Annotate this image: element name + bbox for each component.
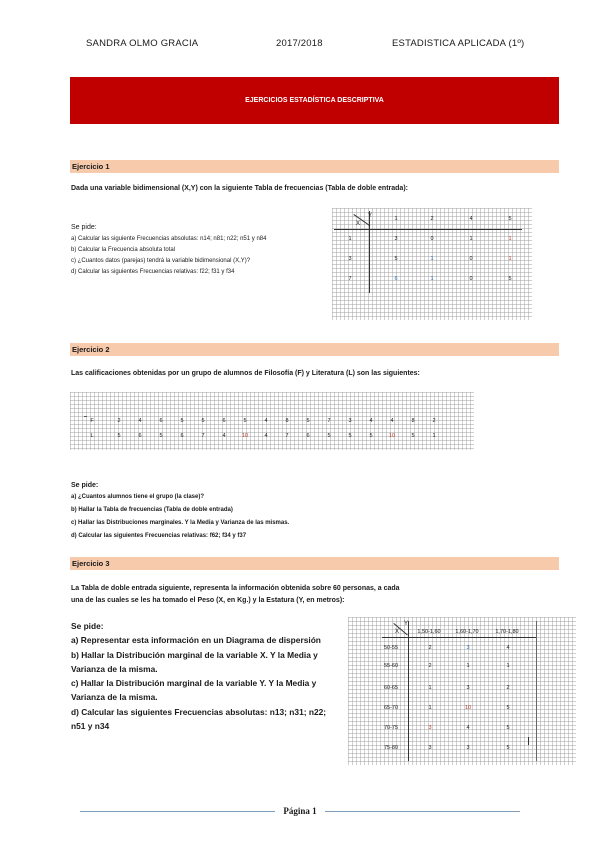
grade-f: 2 [117, 418, 121, 424]
table-1-cell: 1 [430, 276, 434, 282]
table-3-cell: 1 [428, 685, 432, 691]
table-3-col-header: 1,70-1,80 [495, 629, 519, 635]
exercise-1-header [70, 160, 559, 173]
table-3-cell: 4 [506, 645, 510, 651]
table-3-cell: 5 [506, 725, 510, 731]
exercise-3-intro-line-1: La Tabla de doble entrada siguiente, representa la información obtenida sobre 60 personas, a cada [71, 585, 400, 592]
table-3-row-header: 60-65 [383, 685, 399, 691]
exercise-2-sepide: Se pide: [71, 482, 99, 489]
table-3-cell: 2 [428, 663, 432, 669]
table-1-cell: 0 [430, 236, 434, 242]
grade-l: 6 [180, 433, 184, 439]
exercise-1-item-b: b) Calcular la Frecuencia absoluta total [71, 247, 176, 253]
table-1-cell: 3 [394, 236, 398, 242]
table-3-cell: 3 [466, 685, 470, 691]
table-1-col-header: 1 [394, 216, 398, 222]
grade-f: 4 [369, 418, 373, 424]
page-title: EJERCICIOS ESTADÍSTICA DESCRIPTIVA [245, 97, 384, 104]
exercise-2-title: Ejercicio 2 [72, 345, 110, 354]
grade-l: 10 [241, 433, 249, 439]
table-1-cell: 1 [508, 256, 512, 262]
table-3-cell: 5 [506, 705, 510, 711]
exercise-2-item-a: a) ¿Cuantos alumnos tiene el grupo (la clase)? [71, 494, 205, 500]
grade-l: 10 [388, 433, 396, 439]
header-author: SANDRA OLMO GRACIA [86, 38, 199, 49]
table-3-cell: 1 [428, 705, 432, 711]
table-3-row-header: 55-60 [383, 663, 399, 669]
table-1-col-header: 4 [469, 216, 473, 222]
table-3-cell: 3 [466, 745, 470, 751]
grade-f: 6 [159, 418, 163, 424]
table-1-corner-y: Y [368, 213, 373, 219]
grade-l: 5 [348, 433, 352, 439]
table-3-cell: 2 [506, 685, 510, 691]
table-3-cell: 1 [466, 663, 470, 669]
exercise-3-line: b) Hallar la Distribución marginal de la variable X. Y la Media y [71, 650, 318, 660]
grade-f: 4 [138, 418, 142, 424]
grade-l: 7 [285, 433, 289, 439]
exercise-2-intro: Las calificaciones obtenidas por un grupo de alumnos de Filosofía (F) y Literatura (L) son las siguientes: [71, 370, 420, 377]
grade-l: 5 [159, 433, 163, 439]
table-1-row-header: 3 [348, 256, 352, 262]
table-3-row-header: 75-80 [383, 745, 399, 751]
grade-l: 6 [138, 433, 142, 439]
frequency-table-3 [348, 617, 576, 765]
exercise-3-line: n51 y n34 [71, 721, 110, 731]
grade-f: 4 [390, 418, 394, 424]
table-3-corner-x: X [395, 629, 400, 635]
table-3-cell: 3 [428, 745, 432, 751]
page-number: Página 1 [283, 806, 317, 816]
table-3-cell: 2 [428, 645, 432, 651]
table-1-cell: 5 [394, 256, 398, 262]
grade-l: 4 [264, 433, 268, 439]
table-3-cell: 5 [506, 745, 510, 751]
exercise-3-line: Varianza de la misma. [71, 692, 158, 702]
table-3-cell: 3 [428, 725, 432, 731]
grade-f: 5 [201, 418, 205, 424]
table-1-col-header: 2 [430, 216, 434, 222]
exercise-2-item-d: d) Calcular las siguientes Frecuencias relativas: f62; f34 y f37 [71, 533, 247, 539]
grades-row-label-f: F [90, 418, 94, 424]
exercise-1-sepide: Se pide: [71, 224, 97, 231]
exercise-1-intro: Dada una variable bidimensional (X,Y) con la siguiente Tabla de frecuencias (Tabla de doble entrada): [71, 185, 408, 192]
grade-f: 5 [306, 418, 310, 424]
table-3-cell: 4 [466, 725, 470, 731]
grade-l: 1 [432, 433, 436, 439]
table-1-col-header: 5 [508, 216, 512, 222]
table-1-cell: 1 [430, 256, 434, 262]
table-1-row-header: 7 [348, 276, 352, 282]
grade-l: 5 [369, 433, 373, 439]
table-1-cell: 0 [469, 256, 473, 262]
exercise-3-intro-line-2: una de las cuales se les ha tomado el Peso (X, en Kg.) y la Estatura (Y, en metros): [71, 597, 345, 604]
exercise-1-item-a: a) Calcular las siguiente Frecuencias absolutas: n14; n81; n22; n51 y n84 [71, 236, 267, 242]
grade-f: 8 [411, 418, 415, 424]
frequency-table-1 [332, 208, 532, 320]
grade-l: 5 [411, 433, 415, 439]
exercise-3-line: d) Calcular las siguientes Frecuencias absolutas: n13; n31; n22; [71, 707, 327, 717]
table-1-cell: 1 [469, 236, 473, 242]
exercise-1-title: Ejercicio 1 [72, 162, 110, 171]
grades-row-label-l: L [90, 433, 94, 439]
exercise-3-line: Varianza de la misma. [71, 664, 158, 674]
table-3-row-header: 50-55 [383, 645, 399, 651]
table-1-row-header: 1 [348, 236, 352, 242]
grade-f: 7 [327, 418, 331, 424]
grade-f: 3 [348, 418, 352, 424]
exercise-1-item-c: c) ¿Cuantos datos (parejas) tendrá la variable bidimensional (X,Y)? [71, 258, 251, 264]
grade-f: 8 [285, 418, 289, 424]
table-1-cell: 5 [508, 276, 512, 282]
table-3-corner-y: Y [404, 621, 409, 627]
grade-f: 5 [180, 418, 184, 424]
grade-f: 6 [222, 418, 226, 424]
grades-table [70, 392, 474, 450]
table-1-cell: 1 [508, 236, 512, 242]
grade-f: 5 [243, 418, 247, 424]
table-1-cell: 6 [394, 276, 398, 282]
table-3-cell: 1 [506, 663, 510, 669]
grade-l: 5 [117, 433, 121, 439]
exercise-2-header [70, 343, 559, 356]
header-course: ESTADISTICA APLICADA (1º) [392, 38, 525, 49]
exercise-2-item-b: b) Hallar la Tabla de frecuencias (Tabla de doble entrada) [71, 507, 233, 513]
exercise-3-sepide: Se pide: [71, 621, 104, 631]
table-3-col-header: 1,50-1,60 [417, 629, 441, 635]
table-3-row-header: 65-70 [383, 705, 399, 711]
exercise-3-title: Ejercicio 3 [72, 559, 110, 568]
table-1-corner-x: X [356, 221, 361, 227]
table-3-col-header: 1,60-1,70 [455, 629, 479, 635]
grade-l: 7 [201, 433, 205, 439]
exercise-3-header [70, 557, 559, 570]
exercise-3-line: c) Hallar la Distribución marginal de la variable Y. Y la Media y [71, 678, 317, 688]
grade-l: 4 [222, 433, 226, 439]
exercise-2-item-c: c) Hallar las Distribuciones marginales. Y la Media y Varianza de las mismas. [71, 520, 290, 526]
table-3-row-header: 70-75 [383, 725, 399, 731]
grade-l: 6 [306, 433, 310, 439]
grade-f: 2 [432, 418, 436, 424]
grade-f: 4 [264, 418, 268, 424]
table-3-cell: 10 [464, 705, 472, 711]
grade-l: 5 [327, 433, 331, 439]
exercise-1-item-d: d) Calcular las siguientes Frecuencias relativas: f22; f31 y f34 [71, 269, 235, 275]
header-year: 2017/2018 [276, 38, 323, 49]
title-banner [70, 77, 559, 124]
table-3-cell: 3 [466, 645, 470, 651]
exercise-3-line: a) Representar esta información en un Diagrama de dispersión [71, 635, 321, 645]
table-1-cell: 0 [469, 276, 473, 282]
